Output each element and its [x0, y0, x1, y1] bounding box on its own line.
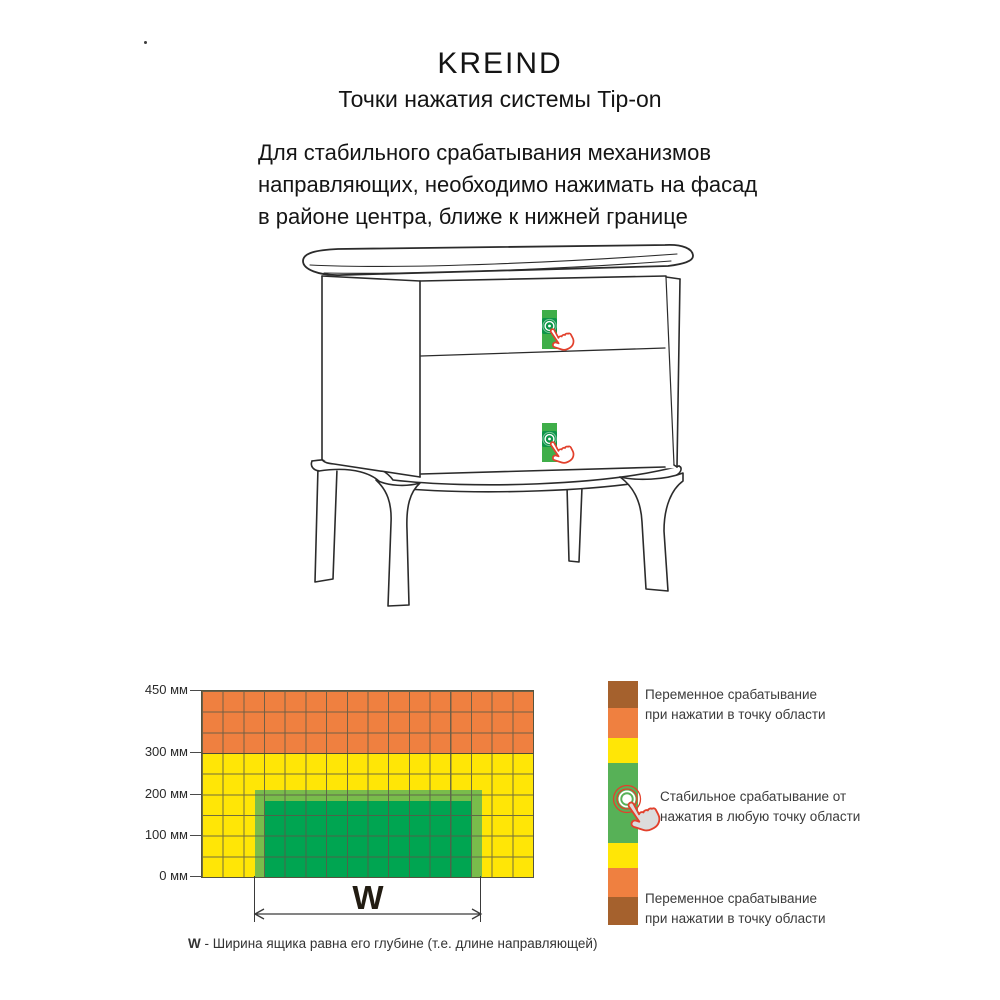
target-dot	[548, 438, 551, 441]
legend-segment-orange	[608, 868, 638, 897]
legend-item-stable	[660, 787, 900, 826]
intro-line: в районе центра, ближе к нижней границе	[258, 204, 688, 229]
stray-dot	[144, 41, 147, 44]
width-note-text: - Ширина ящика равна его глубине (т.е. длине направляющей)	[200, 936, 598, 951]
legend-segment-yellow	[608, 843, 638, 868]
front-left-leg	[376, 480, 420, 606]
legend-segment-orange	[608, 708, 638, 738]
y-axis-label: 0 мм	[159, 868, 188, 883]
intro-paragraph	[258, 137, 778, 233]
cabinet-illustration	[280, 240, 720, 630]
dimension-arrow	[250, 906, 486, 922]
axis-tick	[190, 876, 201, 877]
press-zone-chart	[201, 690, 534, 878]
axis-tick	[190, 690, 201, 691]
legend-line: Переменное срабатывание	[645, 687, 818, 702]
front-right-leg	[620, 473, 683, 591]
intro-line: Для стабильного срабатывания механизмов	[258, 140, 712, 165]
grid-lines	[202, 691, 533, 877]
axis-tick	[190, 835, 201, 836]
intro-line: направляющих, необходимо нажимать на фасад	[258, 172, 758, 197]
zone-boundary-300mm	[202, 753, 533, 754]
legend-line: при нажатии в точку области	[645, 706, 826, 722]
legend-item-variable-top	[645, 685, 885, 724]
legend-line: при нажатии в точку области	[645, 910, 826, 926]
dimension-label: W	[352, 879, 384, 916]
legend-segment-brown	[608, 897, 638, 925]
legend-line: Стабильное срабатывание от	[660, 789, 847, 804]
back-left-leg	[315, 467, 337, 582]
legend-line: нажатия в любую точку области	[660, 808, 861, 824]
legend-segment-brown	[608, 681, 638, 708]
axis-tick	[190, 794, 201, 795]
width-note-term: W	[188, 936, 201, 951]
y-axis-label: 300 мм	[144, 744, 188, 759]
y-axis-label: 450 мм	[144, 682, 188, 697]
target-dot	[548, 325, 551, 328]
y-axis-label: 100 мм	[144, 827, 188, 842]
page-title: KREIND	[437, 47, 563, 80]
width-note	[188, 936, 597, 951]
legend-line: Переменное срабатывание	[645, 891, 818, 906]
legend-item-variable-bottom	[645, 889, 885, 928]
back-right-leg	[567, 486, 582, 562]
legend-segment-yellow	[608, 738, 638, 763]
y-axis-label: 200 мм	[144, 786, 188, 801]
axis-tick	[190, 752, 201, 753]
page-subtitle: Точки нажатия системы Tip-on	[338, 86, 662, 112]
body-fill	[322, 273, 680, 478]
